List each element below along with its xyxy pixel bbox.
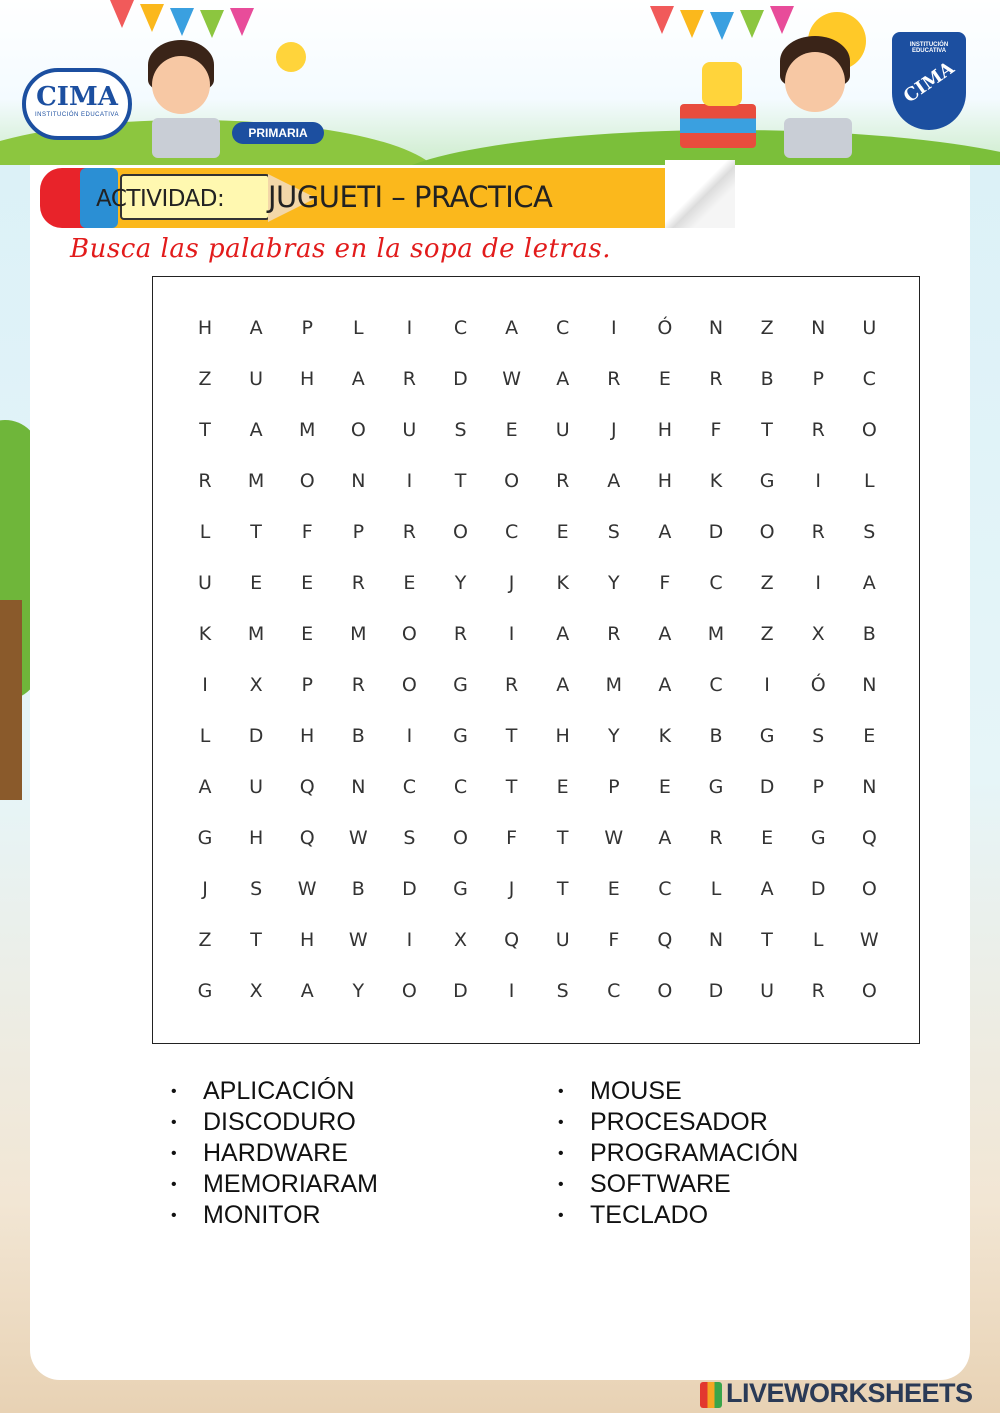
- grid-letter[interactable]: Q: [299, 776, 315, 798]
- grid-letter[interactable]: I: [508, 623, 515, 645]
- grid-letter[interactable]: P: [812, 368, 824, 390]
- grid-letter[interactable]: I: [406, 470, 413, 492]
- grid-letter[interactable]: C: [709, 674, 723, 696]
- page-curl: [665, 160, 735, 228]
- grid-letter[interactable]: P: [352, 521, 365, 543]
- grid-letter[interactable]: T: [761, 929, 773, 951]
- grid-letter[interactable]: I: [508, 980, 515, 1002]
- grid-letter[interactable]: H: [555, 725, 570, 747]
- bunting-flag: [710, 12, 734, 40]
- word-list-left: [171, 1076, 378, 1231]
- grid-letter[interactable]: K: [658, 725, 672, 747]
- grid-letter[interactable]: L: [864, 470, 875, 492]
- word-list-item: [558, 1200, 798, 1231]
- grid-letter[interactable]: X: [811, 623, 825, 645]
- bunting-flag: [230, 8, 254, 36]
- grid-letter[interactable]: J: [202, 878, 208, 900]
- bullet-icon: •: [558, 1176, 564, 1193]
- bullet-icon: •: [171, 1207, 177, 1224]
- grid-letter[interactable]: G: [453, 725, 468, 747]
- grid-letter[interactable]: T: [505, 725, 518, 747]
- grid-letter[interactable]: G: [759, 470, 775, 492]
- grid-letter[interactable]: A: [658, 827, 672, 849]
- grid-letter[interactable]: G: [197, 980, 213, 1002]
- grid-letter[interactable]: W: [502, 368, 521, 390]
- shield-top-text: INSTITUCIÓN EDUCATIVA: [909, 42, 949, 54]
- grid-letter[interactable]: W: [859, 929, 879, 951]
- grid-letter[interactable]: A: [658, 521, 672, 543]
- word-list-item: [171, 1107, 378, 1138]
- bullet-icon: •: [558, 1114, 564, 1131]
- grid-letter[interactable]: D: [708, 521, 724, 543]
- grid-letter[interactable]: R: [811, 980, 825, 1002]
- grid-letter[interactable]: A: [607, 470, 621, 492]
- grid-letter[interactable]: U: [402, 419, 417, 441]
- grid-letter[interactable]: A: [505, 317, 519, 339]
- grid-letter[interactable]: O: [504, 470, 520, 492]
- bunting-flag: [140, 4, 164, 32]
- grid-letter[interactable]: R: [402, 521, 416, 543]
- bullet-icon: •: [558, 1207, 564, 1224]
- liveworksheets-badge-icon: [700, 1382, 722, 1408]
- grid-letter[interactable]: M: [247, 623, 265, 645]
- grid-letter[interactable]: Q: [299, 827, 315, 849]
- grid-letter[interactable]: T: [556, 827, 569, 849]
- word-text: APLICACIÓN: [203, 1077, 355, 1105]
- grid-letter[interactable]: G: [453, 674, 468, 696]
- grid-letter[interactable]: O: [453, 827, 468, 849]
- grid-letter[interactable]: Q: [504, 929, 520, 951]
- grid-letter[interactable]: U: [555, 929, 570, 951]
- grid-letter[interactable]: B: [351, 878, 365, 900]
- grid-letter[interactable]: O: [861, 980, 877, 1002]
- grid-letter[interactable]: E: [658, 776, 671, 798]
- grid-letter[interactable]: A: [249, 419, 263, 441]
- grid-letter[interactable]: S: [454, 419, 467, 441]
- grid-letter[interactable]: B: [709, 725, 723, 747]
- word-list-item: [171, 1169, 378, 1200]
- grid-letter[interactable]: Z: [760, 317, 774, 339]
- boy-illustration: [785, 52, 845, 112]
- word-list-item: [558, 1076, 798, 1107]
- word-list-item: [558, 1107, 798, 1138]
- grid-letter[interactable]: Z: [760, 572, 774, 594]
- grid-letter[interactable]: F: [506, 827, 518, 849]
- grid-row: [153, 925, 919, 955]
- grid-letter[interactable]: R: [709, 827, 723, 849]
- grid-letter[interactable]: L: [812, 929, 824, 951]
- grid-letter[interactable]: C: [453, 317, 468, 339]
- grid-letter[interactable]: E: [607, 878, 620, 900]
- word-list-item: [171, 1138, 378, 1169]
- grid-letter[interactable]: E: [658, 368, 671, 390]
- grid-letter[interactable]: S: [812, 725, 825, 747]
- grid-letter[interactable]: I: [406, 725, 413, 747]
- grid-letter[interactable]: H: [197, 317, 213, 339]
- grid-letter[interactable]: S: [556, 980, 569, 1002]
- grid-letter[interactable]: T: [199, 419, 211, 441]
- grid-row: [153, 721, 919, 751]
- grid-letter[interactable]: C: [862, 368, 876, 390]
- bunting-flag: [740, 10, 764, 38]
- grid-letter[interactable]: U: [760, 980, 775, 1002]
- grid-letter[interactable]: L: [710, 878, 722, 900]
- grid-letter[interactable]: L: [353, 317, 364, 339]
- activity-title: JUGUETI – PRACTICA: [268, 180, 553, 214]
- grid-letter[interactable]: O: [861, 878, 877, 900]
- grid-letter[interactable]: A: [556, 623, 570, 645]
- grid-letter[interactable]: I: [202, 674, 208, 696]
- laptop-illustration: [152, 118, 220, 158]
- grid-letter[interactable]: T: [454, 470, 467, 492]
- grid-letter[interactable]: E: [301, 572, 314, 594]
- grid-letter[interactable]: Z: [760, 623, 774, 645]
- grid-letter[interactable]: E: [301, 623, 314, 645]
- bunting-flag: [200, 10, 224, 38]
- bullet-icon: •: [171, 1176, 177, 1193]
- grid-letter[interactable]: K: [556, 572, 569, 594]
- laptop-illustration: [784, 118, 852, 158]
- bullet-icon: •: [558, 1083, 564, 1100]
- grid-letter[interactable]: U: [555, 419, 570, 441]
- word-text: DISCODURO: [203, 1108, 356, 1136]
- bunting-flag: [170, 8, 194, 36]
- tree-trunk: [0, 600, 22, 800]
- bunting-flag: [110, 0, 134, 28]
- grid-letter[interactable]: H: [300, 368, 315, 390]
- grid-row: [153, 619, 919, 649]
- grid-letter[interactable]: B: [862, 623, 876, 645]
- grid-letter[interactable]: P: [301, 317, 313, 339]
- word-text: PROGRAMACIÓN: [590, 1139, 799, 1167]
- liveworksheets-brand: LIVEWORKSHEETS: [726, 1378, 973, 1408]
- word-list-right: [558, 1076, 798, 1231]
- grid-letter[interactable]: C: [504, 521, 519, 543]
- grid-letter[interactable]: G: [453, 878, 468, 900]
- grid-letter[interactable]: R: [811, 419, 825, 441]
- word-text: HARDWARE: [203, 1139, 348, 1167]
- grid-letter[interactable]: Y: [607, 572, 620, 594]
- logo-subtitle: INSTITUCIÓN EDUCATIVA: [35, 112, 119, 118]
- grid-letter[interactable]: A: [300, 980, 314, 1002]
- grid-letter[interactable]: Y: [352, 980, 365, 1002]
- grid-letter[interactable]: N: [708, 317, 724, 339]
- grid-letter[interactable]: A: [351, 368, 365, 390]
- grid-letter[interactable]: M: [247, 470, 265, 492]
- grid-letter[interactable]: R: [504, 674, 519, 696]
- word-list-item: [558, 1138, 798, 1169]
- grid-letter[interactable]: X: [249, 674, 263, 696]
- grid-letter[interactable]: X: [249, 980, 263, 1002]
- word-list-item: [171, 1076, 378, 1107]
- grid-letter[interactable]: S: [863, 521, 876, 543]
- grid-letter[interactable]: C: [658, 878, 672, 900]
- book-character-illustration: [702, 62, 742, 106]
- grid-letter[interactable]: P: [812, 776, 824, 798]
- grid-letter[interactable]: P: [608, 776, 620, 798]
- instruction-text: Busca las palabras en la sopa de letras.: [70, 234, 611, 264]
- grid-letter[interactable]: U: [198, 572, 212, 594]
- grid-letter[interactable]: N: [351, 776, 366, 798]
- grid-letter[interactable]: Y: [607, 725, 620, 747]
- grid-letter[interactable]: W: [348, 929, 368, 951]
- grid-letter[interactable]: J: [610, 419, 617, 441]
- grid-letter[interactable]: H: [657, 470, 673, 492]
- word-text: PROCESADOR: [590, 1108, 768, 1136]
- grid-row: [153, 772, 919, 802]
- grid-letter[interactable]: O: [453, 521, 468, 543]
- grid-letter[interactable]: C: [556, 317, 570, 339]
- grid-letter[interactable]: K: [709, 470, 723, 492]
- grid-letter[interactable]: I: [406, 929, 413, 951]
- grid-letter[interactable]: D: [402, 878, 417, 900]
- grid-letter[interactable]: N: [811, 317, 826, 339]
- bunting-flag: [650, 6, 674, 34]
- grid-letter[interactable]: A: [862, 572, 876, 594]
- grid-letter[interactable]: A: [198, 776, 212, 798]
- liveworksheets-logo[interactable]: [700, 1376, 973, 1410]
- grid-letter[interactable]: F: [301, 521, 313, 543]
- grid-letter[interactable]: W: [297, 878, 317, 900]
- word-list-item: [558, 1169, 798, 1200]
- grid-letter[interactable]: A: [556, 368, 570, 390]
- grid-letter[interactable]: R: [351, 572, 365, 594]
- word-list-item: [171, 1200, 378, 1231]
- grid-letter[interactable]: U: [862, 317, 877, 339]
- grid-letter[interactable]: S: [403, 827, 416, 849]
- grid-letter[interactable]: E: [403, 572, 416, 594]
- grid-letter[interactable]: R: [556, 470, 570, 492]
- activity-label: ACTIVIDAD:: [96, 186, 225, 212]
- word-text: TECLADO: [590, 1201, 709, 1229]
- grid-letter[interactable]: M: [350, 623, 367, 645]
- grid-letter[interactable]: I: [406, 317, 413, 339]
- grid-letter[interactable]: E: [556, 776, 569, 798]
- grid-letter[interactable]: D: [759, 776, 775, 798]
- grid-letter[interactable]: R: [402, 368, 416, 390]
- grid-letter[interactable]: Q: [657, 929, 673, 951]
- grid-letter[interactable]: R: [709, 368, 723, 390]
- logo-text: CIMA: [36, 82, 118, 112]
- grid-row: [153, 823, 919, 853]
- grid-letter[interactable]: M: [298, 419, 316, 441]
- grid-letter[interactable]: G: [810, 827, 826, 849]
- grid-letter[interactable]: P: [301, 674, 313, 696]
- grid-letter[interactable]: N: [862, 674, 877, 696]
- girl-illustration: [152, 56, 210, 114]
- grid-letter[interactable]: G: [708, 776, 724, 798]
- grid-letter[interactable]: F: [659, 572, 671, 594]
- word-text: SOFTWARE: [590, 1170, 731, 1198]
- grid-letter[interactable]: J: [508, 878, 515, 900]
- grid-letter[interactable]: O: [299, 470, 315, 492]
- grid-letter[interactable]: R: [351, 674, 365, 696]
- grid-letter[interactable]: U: [249, 368, 264, 390]
- grid-letter[interactable]: U: [249, 776, 264, 798]
- cima-logo: [22, 68, 132, 140]
- grid-letter[interactable]: C: [453, 776, 468, 798]
- grid-letter[interactable]: H: [248, 827, 264, 849]
- grid-letter[interactable]: T: [505, 776, 518, 798]
- bullet-icon: •: [171, 1083, 177, 1100]
- grid-letter[interactable]: D: [708, 980, 724, 1002]
- grid-letter[interactable]: N: [351, 470, 366, 492]
- grid-letter[interactable]: W: [348, 827, 368, 849]
- grid-row: [153, 568, 919, 598]
- grid-row: [153, 313, 919, 343]
- grid-letter[interactable]: T: [250, 929, 262, 951]
- grid-letter[interactable]: L: [199, 521, 211, 543]
- grid-letter[interactable]: E: [250, 572, 263, 594]
- bunting-flag: [770, 6, 794, 34]
- grid-letter[interactable]: A: [556, 674, 570, 696]
- grid-letter[interactable]: I: [815, 470, 821, 492]
- grid-letter[interactable]: I: [815, 572, 821, 594]
- grid-letter[interactable]: T: [761, 419, 773, 441]
- grid-letter[interactable]: H: [657, 419, 673, 441]
- grid-letter[interactable]: M: [605, 674, 622, 696]
- grid-letter[interactable]: S: [607, 521, 620, 543]
- word-text: MEMORIARAM: [203, 1170, 378, 1198]
- word-search-grid: [152, 276, 920, 1044]
- grid-row: [153, 415, 919, 445]
- grid-letter[interactable]: N: [708, 929, 724, 951]
- grid-letter[interactable]: H: [300, 725, 315, 747]
- books-illustration: [680, 104, 756, 148]
- grid-letter[interactable]: I: [610, 317, 617, 339]
- grid-letter[interactable]: O: [861, 419, 877, 441]
- word-text: MOUSE: [590, 1077, 682, 1105]
- grid-row: [153, 466, 919, 496]
- bee-illustration: [276, 42, 306, 72]
- grid-letter[interactable]: T: [556, 878, 569, 900]
- grid-letter[interactable]: G: [759, 725, 775, 747]
- grid-row: [153, 874, 919, 904]
- grid-letter[interactable]: L: [199, 725, 211, 747]
- grid-letter[interactable]: O: [350, 419, 366, 441]
- grid-letter[interactable]: E: [505, 419, 518, 441]
- grid-letter[interactable]: Z: [198, 368, 212, 390]
- grid-letter[interactable]: E: [761, 827, 774, 849]
- grid-letter[interactable]: G: [197, 827, 213, 849]
- grid-letter[interactable]: D: [810, 878, 826, 900]
- grid-letter[interactable]: O: [401, 623, 417, 645]
- grid-letter[interactable]: O: [401, 674, 417, 696]
- bunting-flag: [680, 10, 704, 38]
- grid-letter[interactable]: B: [760, 368, 774, 390]
- grid-letter[interactable]: S: [250, 878, 263, 900]
- grid-letter[interactable]: N: [862, 776, 877, 798]
- word-text: MONITOR: [203, 1201, 321, 1229]
- grid-row: [153, 364, 919, 394]
- grid-letter[interactable]: I: [764, 674, 770, 696]
- grid-letter[interactable]: O: [401, 980, 417, 1002]
- header-banner: [0, 0, 1000, 165]
- grid-letter[interactable]: E: [556, 521, 569, 543]
- grid-letter[interactable]: O: [759, 521, 775, 543]
- shield-name: CIMA: [899, 57, 959, 108]
- grid-letter[interactable]: A: [658, 623, 672, 645]
- grid-letter[interactable]: Q: [861, 827, 877, 849]
- grid-row: [153, 976, 919, 1006]
- grid-letter[interactable]: A: [658, 674, 672, 696]
- grid-letter[interactable]: R: [811, 521, 825, 543]
- primaria-badge: PRIMARIA: [232, 122, 324, 144]
- grid-letter[interactable]: Z: [198, 929, 212, 951]
- grid-letter[interactable]: O: [657, 980, 673, 1002]
- grid-letter[interactable]: Ó: [810, 674, 826, 696]
- grid-letter[interactable]: C: [709, 572, 723, 594]
- grid-letter[interactable]: X: [453, 929, 468, 951]
- cima-shield-logo: [892, 32, 966, 130]
- grid-letter[interactable]: D: [453, 980, 468, 1002]
- grid-letter[interactable]: D: [248, 725, 264, 747]
- grid-letter[interactable]: C: [607, 980, 621, 1002]
- grid-letter[interactable]: Y: [454, 572, 467, 594]
- grid-letter[interactable]: F: [710, 419, 722, 441]
- grid-letter[interactable]: R: [607, 368, 621, 390]
- grid-letter[interactable]: R: [198, 470, 212, 492]
- bullet-icon: •: [558, 1145, 564, 1162]
- grid-letter[interactable]: R: [607, 623, 621, 645]
- bullet-icon: •: [171, 1114, 177, 1131]
- grid-letter[interactable]: Ó: [657, 317, 673, 339]
- grid-letter[interactable]: M: [707, 623, 725, 645]
- grid-letter[interactable]: F: [608, 929, 620, 951]
- grid-letter[interactable]: W: [604, 827, 624, 849]
- grid-letter[interactable]: A: [760, 878, 774, 900]
- grid-letter[interactable]: E: [863, 725, 876, 747]
- grid-letter[interactable]: R: [453, 623, 468, 645]
- grid-letter[interactable]: B: [351, 725, 365, 747]
- grid-letter[interactable]: T: [250, 521, 262, 543]
- grid-letter[interactable]: A: [249, 317, 263, 339]
- grid-letter[interactable]: H: [300, 929, 315, 951]
- grid-letter[interactable]: J: [508, 572, 515, 594]
- bullet-icon: •: [171, 1145, 177, 1162]
- grid-letter[interactable]: C: [402, 776, 417, 798]
- grid-letter[interactable]: D: [453, 368, 468, 390]
- grid-row: [153, 670, 919, 700]
- grid-letter[interactable]: K: [198, 623, 212, 645]
- grid-row: [153, 517, 919, 547]
